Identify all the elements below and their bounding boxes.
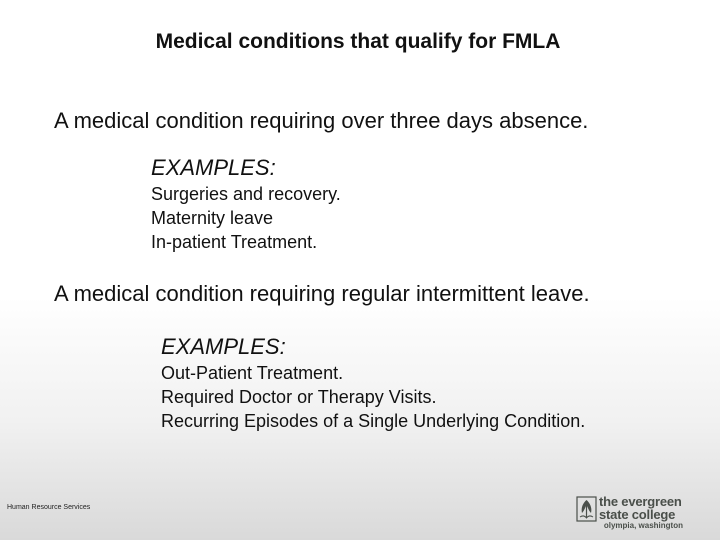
section-heading-absence: A medical condition requiring over three days absence. — [54, 108, 589, 133]
list-item: Surgeries and recovery. — [151, 184, 341, 204]
logo-text-line2: state college — [599, 507, 676, 522]
example-list-intermittent — [161, 361, 585, 433]
list-item: Recurring Episodes of a Single Underlying Condition. — [161, 411, 586, 431]
section-heading-intermittent: A medical condition requiring regular intermittent leave. — [54, 281, 590, 306]
evergreen-leaf-icon — [576, 496, 597, 522]
list-item: In-patient Treatment. — [151, 232, 318, 252]
example-list-absence — [151, 182, 341, 254]
logo-text-line1: the evergreen — [599, 494, 682, 509]
list-item: Required Doctor or Therapy Visits. — [161, 387, 437, 407]
list-item: Maternity leave — [151, 208, 274, 228]
slide-title: Medical conditions that qualify for FMLA — [155, 30, 561, 53]
list-item: Out-Patient Treatment. — [161, 363, 344, 383]
examples-label-absence: EXAMPLES: — [151, 155, 276, 180]
college-logo — [576, 494, 688, 532]
footer-department-label: Human Resource Services — [7, 504, 91, 511]
logo-text-line3: olympia, washington — [603, 521, 683, 530]
examples-label-intermittent: EXAMPLES: — [161, 334, 286, 359]
